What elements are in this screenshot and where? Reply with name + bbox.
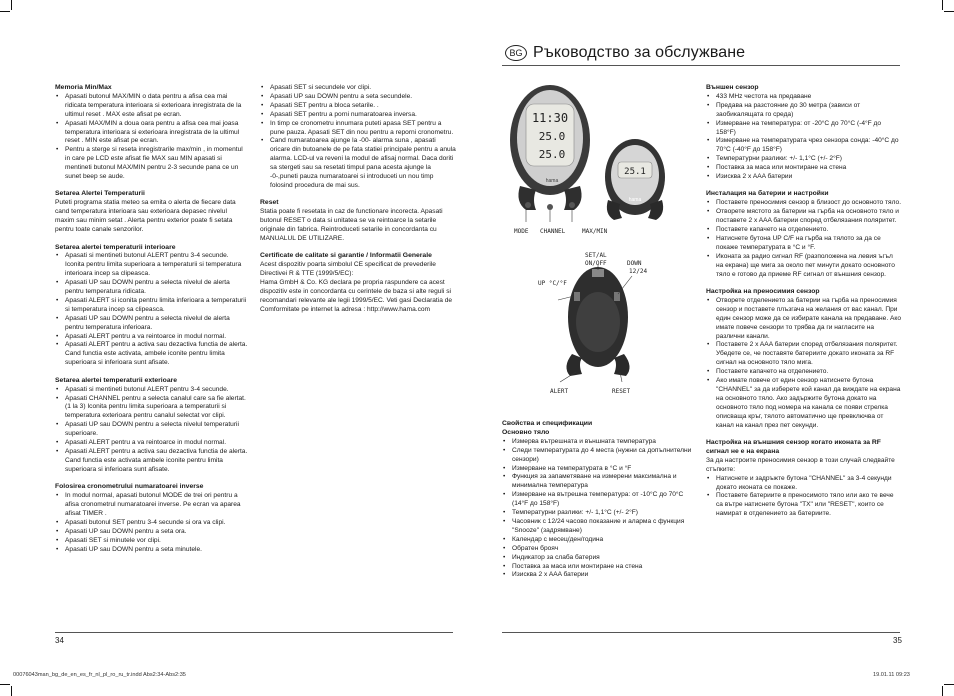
section xyxy=(706,288,902,431)
label-on-off: ON/OFF xyxy=(585,260,607,267)
bullet-item: • Apasati UP sau DOWN pentru a seta ora. xyxy=(55,528,248,537)
bullet-list xyxy=(260,84,456,191)
bottom-rule xyxy=(55,632,453,633)
crop-mark xyxy=(942,686,943,696)
bullet-item: • Apasati butonul MAX/MIN o data pentru a afisa cea mai ridicata temperatura interioara si exterioara inregistrata de la ultimul reset . MAX este afisat pe ecran. xyxy=(55,93,248,120)
title-rule xyxy=(502,65,900,66)
bullet-item: • Функция за запаметяване на измерени максимална и минимална температура xyxy=(502,473,694,491)
paragraph: Statia poate fi resetata in caz de functionare incorecta. Apasati butonul RESET o data si unitatea se va reintoarce la setarile originale din fabrica. Reintroduceti setarile in concordanta cu MANUALUL DE UTILIZARE. xyxy=(260,208,443,242)
section-heading: Setarea Alertei Temperaturii xyxy=(55,190,145,198)
label-channel: CHANNEL xyxy=(540,228,566,235)
label-down: DOWN xyxy=(627,260,642,267)
section-heading: Външен сензор xyxy=(706,84,759,91)
label-mode: MODE xyxy=(514,228,529,235)
page-title xyxy=(505,44,745,62)
sensor-brand: hama xyxy=(628,197,642,203)
sensor-temp: 25.1 xyxy=(624,167,646,177)
bullet-item: • Изисква 2 x AAA батерии xyxy=(502,571,694,580)
product-figure xyxy=(500,82,700,412)
bullet-item: • Apasati si mentineti butonul ALERT pentru 3-4 secunde. Iconita pentru limita superioara a temperaturii si temperatura interioara incep sa clipeasca. xyxy=(55,252,248,279)
section xyxy=(260,252,456,314)
paragraph: За да настроите преносимия сензор в този случай следвайте стъпките: xyxy=(706,456,895,473)
bullet-item: • Cand numaratoarea ajunge la -00- alarma suna , apasati oricare din butoanele de pe fata statiei principale pentru a anula alarma. LCD-ul va reveni la modul de afisaj normal. Daca doriti sa stergeti sau sa resetati timpul pana acesta ajunge la -0-,puneti pauza numaratoarei si introduceti un nou timp folosind procedura de mai sus. xyxy=(260,137,456,190)
section xyxy=(260,199,456,244)
crop-mark xyxy=(942,0,943,10)
section xyxy=(706,84,902,182)
bullet-item: • 433 MHz честота на предаване xyxy=(706,93,902,102)
bullet-item: • Поставете капачето на отделението. xyxy=(706,226,902,235)
section xyxy=(502,429,694,580)
bullet-item: • Иконата за радио сигнал RF (разположена на левия ъгъл на екрана) ще мига за около пет минути докато основното тяло е готово да приеме RF сигнал от външния сензор. xyxy=(706,253,902,280)
section-heading: Reset xyxy=(260,199,279,207)
bullet-item: • Изисква 2 x AAA батерии xyxy=(706,173,902,182)
crop-mark xyxy=(944,684,954,685)
bullet-item: • Следи температурата до 4 места (нужни са допълнителни сензори) xyxy=(502,447,694,465)
bullet-item: • Отворете отделението за батерии на гърба на преносимия сензор и поставете плъзгача на желания от вас канал. При един сензор може да се избирате канала на предаване. Ако имате повече сензори то трябва да ги нагласите на различни канали. xyxy=(706,297,902,342)
right-column-2 xyxy=(706,84,902,528)
right-column-1 xyxy=(502,420,694,589)
bullet-item: • Apasati ALERT pentru a activa sau dezactiva functia de alerta. Cand functia este activata ambele iconite pentru limita superioara si inferioara sunt afisate. xyxy=(55,448,248,475)
bullet-item: • Измерва вътрешната и външната температура xyxy=(502,438,694,447)
bullet-item: • In timp ce cronometru innumara puteti apasa SET pentru a pune pauza. Apasati SET din nou pentru a reporni cronometru. xyxy=(260,120,456,138)
bullet-item: • Поставете преносимия сензор в близост до основното тяло. xyxy=(706,199,902,208)
section-heading: Folosirea cronometrului numaratoarei inverse xyxy=(55,483,204,491)
bullet-item: • Натиснете и задръжте бутона "CHANNEL" за 3-4 секунди докато иконата се покаже. xyxy=(706,475,902,493)
label-maxmin: MAX/MIN xyxy=(582,228,608,235)
bullet-item: • Apasati ALERT si iconita pentru limita inferioara a temperaturii si temperatura incep sa clipeasca. xyxy=(55,297,248,315)
bullet-list xyxy=(706,297,902,431)
bullet-item: • Измерване на вътрешна температура: от -10°C до 70°C (14°F до 158°F) xyxy=(502,491,694,509)
bullet-item: • Поставете батериите в преносимото тяло или ако те вече са вътре натиснете бутона "TX" или "RESET", които се намират в отделението за батериите. xyxy=(706,492,902,519)
bullet-item: • Apasati UP sau DOWN pentru a seta minutele. xyxy=(55,546,248,555)
bullet-item: • Ако имате повече от един сензор натиснете бутона "CHANNEL" за да изберете кой канал да виждате на екрана на основното тяло. Ако задържите бутона докато на основното тяло под номера на канала се появи стрелка описваща кръг, тялото автоматично ще превключва от канал на канал през пет секунди. xyxy=(706,377,902,430)
bullet-item: • Apasati si mentineti butonul ALERT pentru 3-4 secunde. xyxy=(55,386,248,395)
bullet-item: • Поставете 2 x AAA батерии според отбелязания поляритет. Убедете се, че поставяте батериите докато иконата за RF сигнал на основното тяло мига. xyxy=(706,341,902,368)
bullet-item: • Apasati SET si secundele vor clipi. xyxy=(260,84,456,93)
footer-date: 19.01.11 09:23 xyxy=(873,672,910,678)
bullet-item: • Поставка за маса или монтиране на стена xyxy=(502,563,694,572)
bullet-list xyxy=(55,93,248,182)
section xyxy=(706,439,902,519)
bullet-item: • Календар с месец/ден/година xyxy=(502,536,694,545)
section-heading: Основно тяло xyxy=(502,428,550,436)
section xyxy=(55,190,248,235)
crop-mark xyxy=(944,11,954,12)
left-column-1 xyxy=(55,84,248,563)
bullet-list xyxy=(706,93,902,182)
section-heading: Certificate de calitate si garantie / Informatii Generale xyxy=(260,252,432,260)
section-heading: Настройка на преносимия сензор xyxy=(706,288,820,296)
bullet-item: • Измерване на температура: от -20°C до 70°C (-4°F до 158°F) xyxy=(706,120,902,138)
paragraph: Hama GmbH & Co. KG declara pe propria raspundere ca acest dispozitiv este in concordanta cu cerintele de baza si alte reguli si recomandari relevante ale legii 1999/5/EC. Veti gasi Declaratia de Comformitate pe internet la adresa : http://www.hama.com xyxy=(260,279,453,313)
section xyxy=(55,483,248,554)
page-number: 34 xyxy=(55,636,64,645)
weather-station-illustration xyxy=(500,82,700,412)
bullet-item: • Измерване на температурата чрез сензора сонда: -40°C до 70°C (-40°F до 158°F) xyxy=(706,137,902,155)
display-temp: 25.0 xyxy=(538,130,566,143)
paragraph: Puteti programa statia meteo sa emita o alerta de fiecare data cand temperatura interioara sau exterioara depasec nivelul maxim sau minim setat . Alerta pentru exterior poate fi setata pentru toate canale senzorilor. xyxy=(55,199,236,234)
bullet-item: • Натиснете бутона UP C/F на гърба на тялото за да се покаже температурата в °C и °F. xyxy=(706,235,902,253)
label-alert: ALERT xyxy=(550,388,569,395)
display-temp-2: 25.0 xyxy=(538,148,566,161)
section-heading: Свойства и спецификации xyxy=(502,420,593,427)
bullet-item: • Apasati ALERT pentru a activa sau dezactiva functia de alerta. Cand functia este activata, ambele iconite pentru limita superioara si inferioara sunt afisate. xyxy=(55,341,248,368)
bullet-list xyxy=(706,475,902,520)
bullet-item: • Apasati ALERT pentru a va reintoarce in modul normal. xyxy=(55,439,248,448)
language-badge: BG xyxy=(505,45,527,61)
bullet-item: • Температурни разлики: +/- 1,1°C (+/- 2°F) xyxy=(502,509,694,518)
section xyxy=(706,190,902,279)
label-set-al: SET/AL xyxy=(585,252,607,259)
section xyxy=(55,84,248,182)
bullet-item: • Обратен брояч xyxy=(502,545,694,554)
bullet-item: • Apasati ALERT pentru a va reintoarce in modul normal. xyxy=(55,333,248,342)
bullet-list xyxy=(55,386,248,475)
display-time: 11:30 xyxy=(531,111,569,125)
bullet-item: • Apasati UP sau DOWN pentru a selecta nivelul de alerta pentru temperatura ridicata. xyxy=(55,279,248,297)
bullet-item: • Apasati SET pentru a bloca setarile. . xyxy=(260,102,456,111)
paragraph: Acest dispozitiv poarta simbolul CE specificat de prevederile Directivei R & TTE (1999/5/EC): xyxy=(260,261,436,278)
page-number-right: 35 xyxy=(893,636,902,645)
section xyxy=(55,244,248,369)
section-heading: Настройка на външния сензор когато иконата за RF сигнал не е на екрана xyxy=(706,439,881,455)
bullet-item: • Apasati CHANNEL pentru a selecta canalul care sa fie alertat. (1 la 3) Iconita pentru limita superioara a temperaturii si temperatura exterioara pentru canalul selectat vor clipi. xyxy=(55,395,248,422)
bullet-list xyxy=(502,438,694,581)
bullet-list xyxy=(706,199,902,279)
bullet-item: • In modul normal, apasati butonul MODE de trei ori pentru a afisa cronometrul numaratoarei inverse. Pe ecran va aparea afisat TIMER . xyxy=(55,492,248,519)
bullet-item: • Apasati MAX/MIN a doua oara pentru a afisa cea mai joasa temperatura interioara si exterioara inregistrata de la ultimul reset . MIN este afisat pe ecran. xyxy=(55,120,248,147)
section-heading: Setarea alertei temperaturii exterioare xyxy=(55,376,178,384)
bullet-item: • Индикатор за слаба батерия xyxy=(502,554,694,563)
section-heading: Setarea alertei temperaturii interioare xyxy=(55,243,176,251)
section-heading: Инсталация на батерии и настройки xyxy=(706,190,829,198)
section xyxy=(55,377,248,475)
bullet-item: • Измерване на температурата в °C и °F xyxy=(502,465,694,474)
bullet-item: • Температурни разлики: +/- 1,1°C (+/- 2°F) xyxy=(706,155,902,164)
bullet-item: • Apasati UP sau DOWN pentru a selecta nivelul de alerta pentru temperatura inferioara. xyxy=(55,315,248,333)
bullet-item: • Apasati UP sau DOWN pentru a seta secundele. xyxy=(260,93,456,102)
bullet-item: • Поставка за маса или монтиране на стена xyxy=(706,164,902,173)
bullet-item: • Apasati SET si minutele vor clipi. xyxy=(55,537,248,546)
bullet-item: • Часовник с 12/24 часово показание и аларма с функция "Snooze" (задрямване) xyxy=(502,518,694,536)
up-cf-switch xyxy=(574,292,580,301)
bullet-item: • Поставете капачето на отделението. xyxy=(706,368,902,377)
footer-filename: 00076043man_bg_de_en_es_fr_nl_pl_ro_ru_tr.indd Abs2:34-Abs2:35 xyxy=(13,672,186,678)
bullet-item: • Apasati UP sau DOWN pentru a selecta nivelul temperaturii superioare. xyxy=(55,421,248,439)
section xyxy=(502,420,694,429)
label-12-24: 12/24 xyxy=(629,268,648,275)
main-brand: hama xyxy=(545,178,559,184)
section-heading: Memoria Min/Max xyxy=(55,84,112,91)
bullet-item: • Pentru a sterge si reseta inregistrarile max/min , in momentul in care pe LCD este afisat fie MAX sau MIN apasati si mentineti butonul MAX/MIN pentru 2-3 secunde pana ce un sunet beep se aude. xyxy=(55,146,248,182)
bottom-rule-right xyxy=(502,632,900,633)
bullet-list xyxy=(55,492,248,554)
left-column-2 xyxy=(260,84,456,323)
bullet-item: • Apasati butonul SET pentru 3-4 secunde si ora va clipi. xyxy=(55,519,248,528)
bullet-list xyxy=(55,252,248,368)
title-text: Ръководство за обслужване xyxy=(533,44,746,61)
section xyxy=(260,84,456,191)
bullet-item: • Отворете мястото за батерии на гърба на основното тяло и поставете 2 x AAA батерии според отбелязания поляритет. xyxy=(706,208,902,226)
label-up-cf: UP °C/°F xyxy=(538,280,567,287)
label-reset: RESET xyxy=(612,388,631,395)
bullet-item: • Предава на разстояние до 30 метра (зависи от заобикалящата го среда) xyxy=(706,102,902,120)
bullet-item: • Apasati SET pentru a porni numaratoarea inversa. xyxy=(260,111,456,120)
